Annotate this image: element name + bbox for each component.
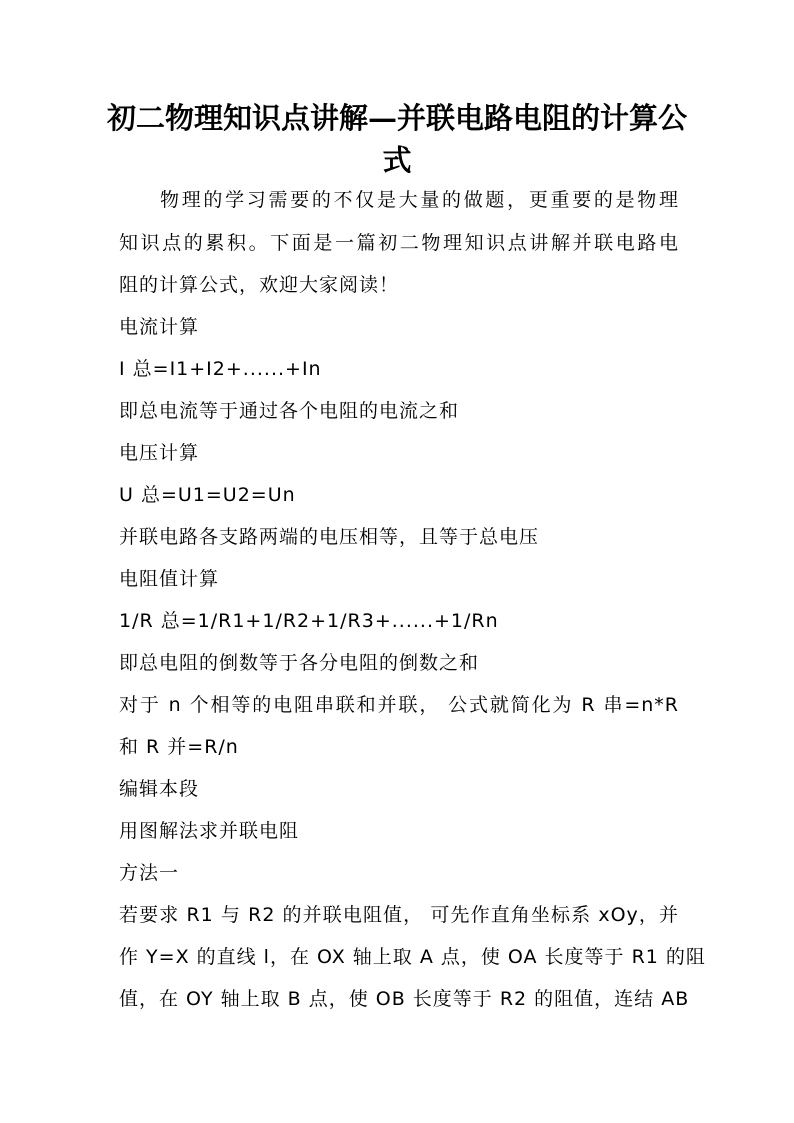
method-paragraph-line-1: 若要求 R1 与 R2 的并联电阻值， 可先作直角坐标系 xOy，并 <box>119 904 679 926</box>
graphical-method-heading: 用图解法求并联电阻 <box>119 820 300 842</box>
document-title-line-1: 初二物理知识点讲解—并联电路电阻的计算公 <box>106 101 687 135</box>
resistance-note-line-1: 对于 n 个相等的电阻串联和并联， 公式就简化为 R 串=n*R <box>119 694 679 716</box>
current-heading: 电流计算 <box>119 316 200 338</box>
resistance-description: 即总电阻的倒数等于各分电阻的倒数之和 <box>119 652 480 674</box>
current-formula: I 总=I1+I2+......+In <box>119 358 322 380</box>
resistance-formula: 1/R 总=1/R1+1/R2+1/R3+......+1/Rn <box>119 610 499 632</box>
method-paragraph-line-3: 值，在 OY 轴上取 B 点，使 OB 长度等于 R2 的阻值，连结 AB <box>119 988 690 1010</box>
voltage-heading: 电压计算 <box>119 442 200 464</box>
document-title-line-2: 式 <box>382 143 412 177</box>
method-one-heading: 方法一 <box>119 862 180 884</box>
voltage-formula: U 总=U1=U2=Un <box>119 484 296 506</box>
resistance-note-line-2: 和 R 并=R/n <box>119 736 239 758</box>
intro-line-3: 阻的计算公式，欢迎大家阅读！ <box>119 274 400 296</box>
resistance-heading: 电阻值计算 <box>119 568 220 590</box>
method-paragraph-line-2: 作 Y=X 的直线 l，在 OX 轴上取 A 点，使 OA 长度等于 R1 的阻 <box>119 946 706 968</box>
intro-line-1: 物理的学习需要的不仅是大量的做题，更重要的是物理 <box>160 189 679 211</box>
edit-section-label: 编辑本段 <box>119 778 200 800</box>
current-description: 即总电流等于通过各个电阻的电流之和 <box>119 400 460 422</box>
intro-line-2: 知识点的累积。下面是一篇初二物理知识点讲解并联电路电 <box>119 232 679 254</box>
voltage-description: 并联电路各支路两端的电压相等，且等于总电压 <box>119 526 540 548</box>
